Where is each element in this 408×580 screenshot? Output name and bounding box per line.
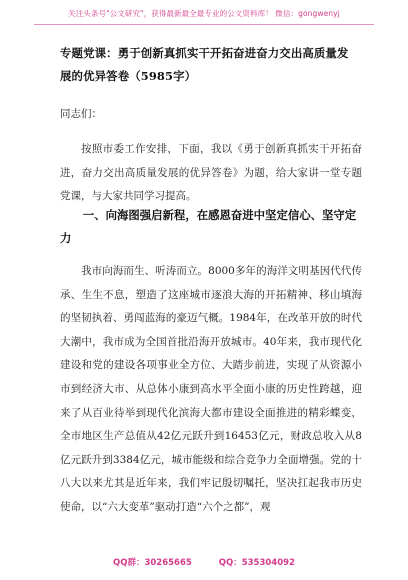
banner-divider: [34, 24, 374, 25]
top-banner: [0, 8, 408, 25]
footer-contact: [0, 556, 408, 568]
intro-paragraph: 按照市委工作安排，下面，我以《勇于创新真抓实干开拓奋进，奋力交出高质量发展的优异答卷》为题，给大家讲一堂专题党课，与大家共同学习提高。: [60, 143, 362, 203]
salutation: 同志们：: [60, 108, 102, 120]
document-title: 专题党课：勇于创新真抓实干开拓奋进奋力交出高质量发展的优异答卷（5985字）: [60, 46, 349, 83]
footer-qq-contact: QQ：535304092: [218, 558, 295, 568]
section-1-body-paragraph: 我市向海而生、听涛而立。8000多年的海洋文明基因代代传承、生生不息，塑造了这座城市逐浪大海的开拓精神、移山填海的坚韧执着、勇闯蓝海的豪迈气概。1984年，在改革开放的时代大潮中，我市成为全国首批沿海开放城市。40年来，我市现代化建设和党的建设各项事业全方位、大踏步前进，实现了从资源小市到经济大市、从总体小康到高水平全面小康的历史性跨越，迎来了从百业待举到现代化滨海大都市建设全面推进的精彩蝶变，全市地区生产总值从42亿元跃升到16453亿元，财政总收入从8亿元跃升到3384亿元，城市能级和综合竞争力全面增强。党的十八大以来尤其是近年来，我们牢记殷切嘱托，坚决扛起我市历史使命，以“六大变革”驱动打造“六个之都”，观: [60, 265, 362, 513]
footer-qq-group: QQ群：30265665: [113, 558, 192, 568]
banner-text: 关注头条号"公文研究"，获得最新最全最专业的公文资料库！ 微信：gongwenyj: [68, 9, 340, 18]
section-heading-1: 一、向海图强启新程，在感恩奋进中坚定信心、坚守定力: [60, 208, 357, 245]
